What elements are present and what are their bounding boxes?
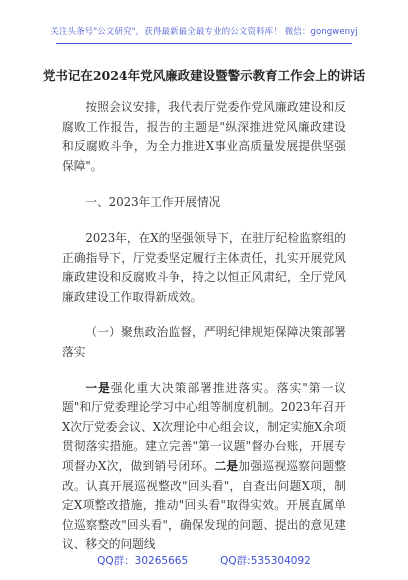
header-notice: 关注头条号"公文研究"，获得最新最全最专业的公文资料库！ 微信：gongwenyj [50,27,358,37]
point-2-text: 加强巡视巡察问题整改。认真开展巡视整改"回头看"，自查出问题X项，制定X项整改措施，推动"回头看"取得实效。开展直属单位巡察整改"回头看"，确保发现的问题、提出的意见建议、移交的问题线 [62,458,346,552]
intro-paragraph: 按照会议安排，我代表厅党委作党风廉政建设和反腐败工作报告，报告的主题是"纵深推进党风廉政建设和反腐败斗争，为全力推进X事业高质量发展提供坚强保障"。 [62,100,346,173]
header-divider [56,43,352,44]
point-1-lead: 一是 [85,380,111,395]
footer-contacts [0,553,408,568]
document-body [62,98,346,555]
section-heading-1: 一、2023年工作开展情况 [85,195,221,210]
subsection-heading-1: （一）聚焦政治监督，严明纪律规矩保障决策部署落实 [62,325,346,359]
point-1-text: 强化重大决策部署推进落实。落实"第一议题"和厅党委理论学习中心组等制度机制。2023年召开X次厅党委会议、X次理论中心组会议，制定实施X余项贯彻落实措施。建立完善"第一议题"督办台账，开展专项督办X次，做到销号闭环。 [62,380,346,473]
footer-qq-group-1: QQ群：30265665 [97,555,189,567]
point-2-lead: 二是 [214,458,239,473]
section-paragraph-1: 2023年，在X的坚强领导下，在驻厅纪检监察组的正确指导下，厅党委坚定履行主体责任，扎实开展党风廉政建设和反腐败斗争，持之以恒正风肃纪，全厅党风廉政建设工作取得新成效。 [62,230,346,304]
body-paragraph-points [62,379,346,555]
document-title: 党书记在2024年党风廉政建设暨警示教育工作会上的讲话 [42,68,366,83]
footer-qq-group-2: QQ群:535304092 [220,555,311,567]
